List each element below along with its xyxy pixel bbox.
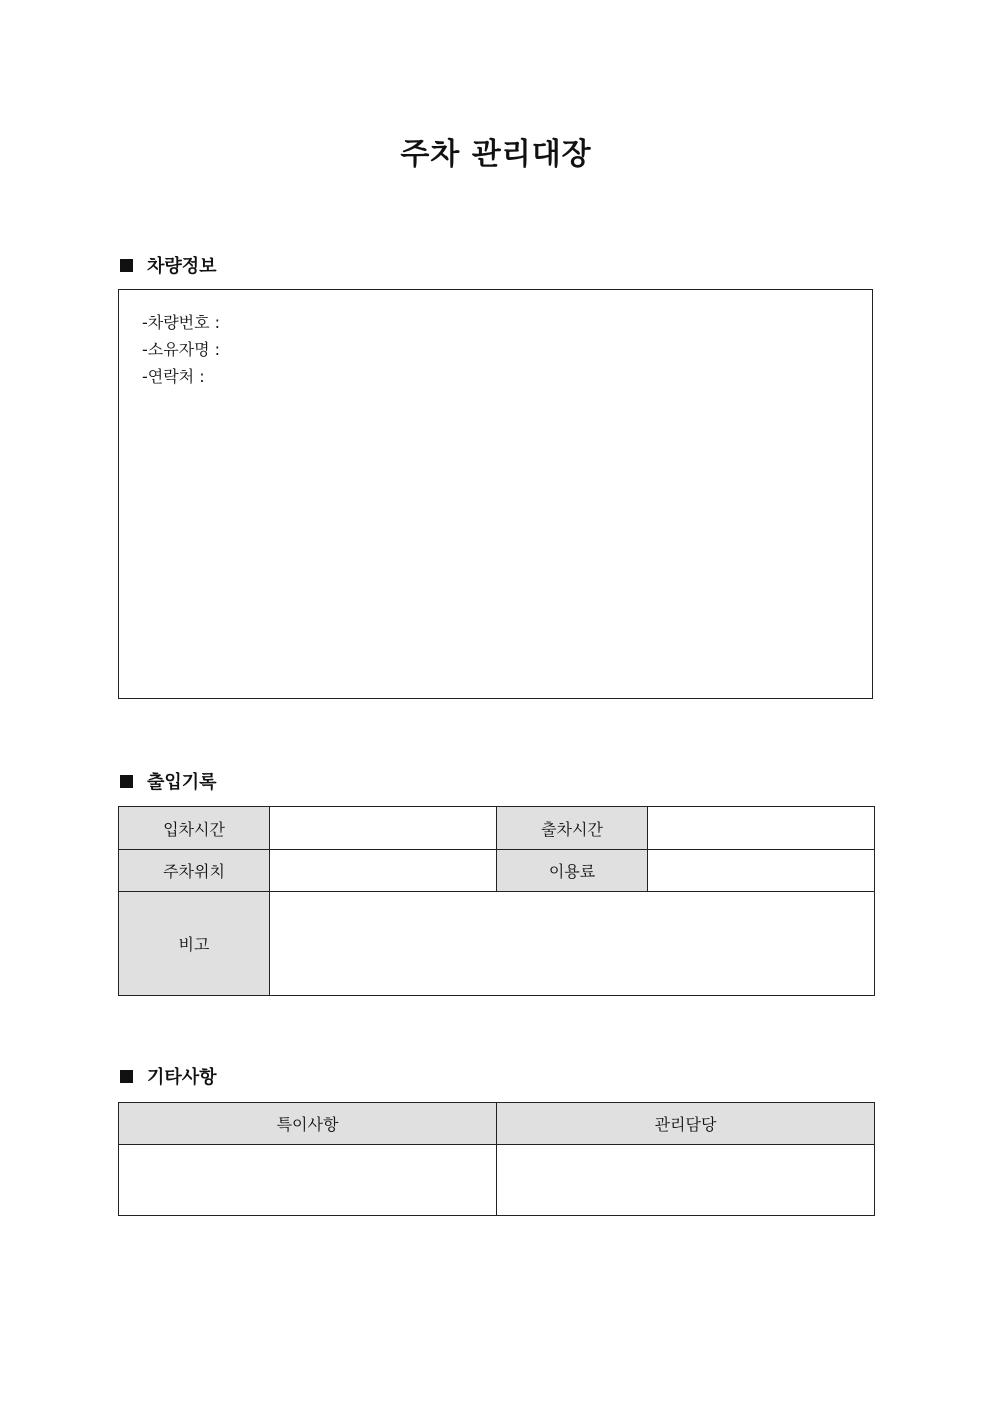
other-notes-table (118, 1102, 875, 1216)
special-notes-field[interactable] (119, 1145, 497, 1216)
parking-location-label: 주차위치 (119, 850, 270, 892)
entry-record-heading-label: 출입기록 (147, 772, 217, 793)
fee-label: 이용료 (497, 850, 648, 892)
table-row (119, 1103, 875, 1145)
document-title: 주차 관리대장 (400, 137, 592, 172)
table-row (119, 807, 875, 850)
other-notes-heading-label: 기타사항 (147, 1067, 217, 1088)
table-row (119, 1145, 875, 1216)
vehicle-info-heading (118, 252, 217, 278)
manager-header: 관리담당 (497, 1103, 875, 1145)
entry-record-table (118, 806, 875, 996)
contact-line: -연락처 : (142, 367, 205, 386)
special-notes-header: 특이사항 (119, 1103, 497, 1145)
entry-record-heading (118, 768, 217, 794)
parking-location-field[interactable] (270, 850, 497, 892)
black-square-icon (120, 775, 133, 788)
table-row (119, 850, 875, 892)
other-notes-heading (118, 1063, 217, 1089)
black-square-icon (120, 259, 133, 272)
fee-field[interactable] (648, 850, 875, 892)
vehicle-info-box[interactable] (118, 289, 873, 699)
exit-time-field[interactable] (648, 807, 875, 850)
entry-time-field[interactable] (270, 807, 497, 850)
exit-time-label: 출차시간 (497, 807, 648, 850)
owner-name-line: -소유자명 : (142, 340, 221, 359)
vehicle-number-line: -차량번호 : (142, 313, 221, 332)
black-square-icon (120, 1070, 133, 1083)
remarks-label: 비고 (119, 892, 270, 996)
entry-time-label: 입차시간 (119, 807, 270, 850)
table-row (119, 892, 875, 996)
remarks-field[interactable] (270, 892, 875, 996)
vehicle-info-heading-label: 차량정보 (147, 256, 217, 277)
manager-field[interactable] (497, 1145, 875, 1216)
